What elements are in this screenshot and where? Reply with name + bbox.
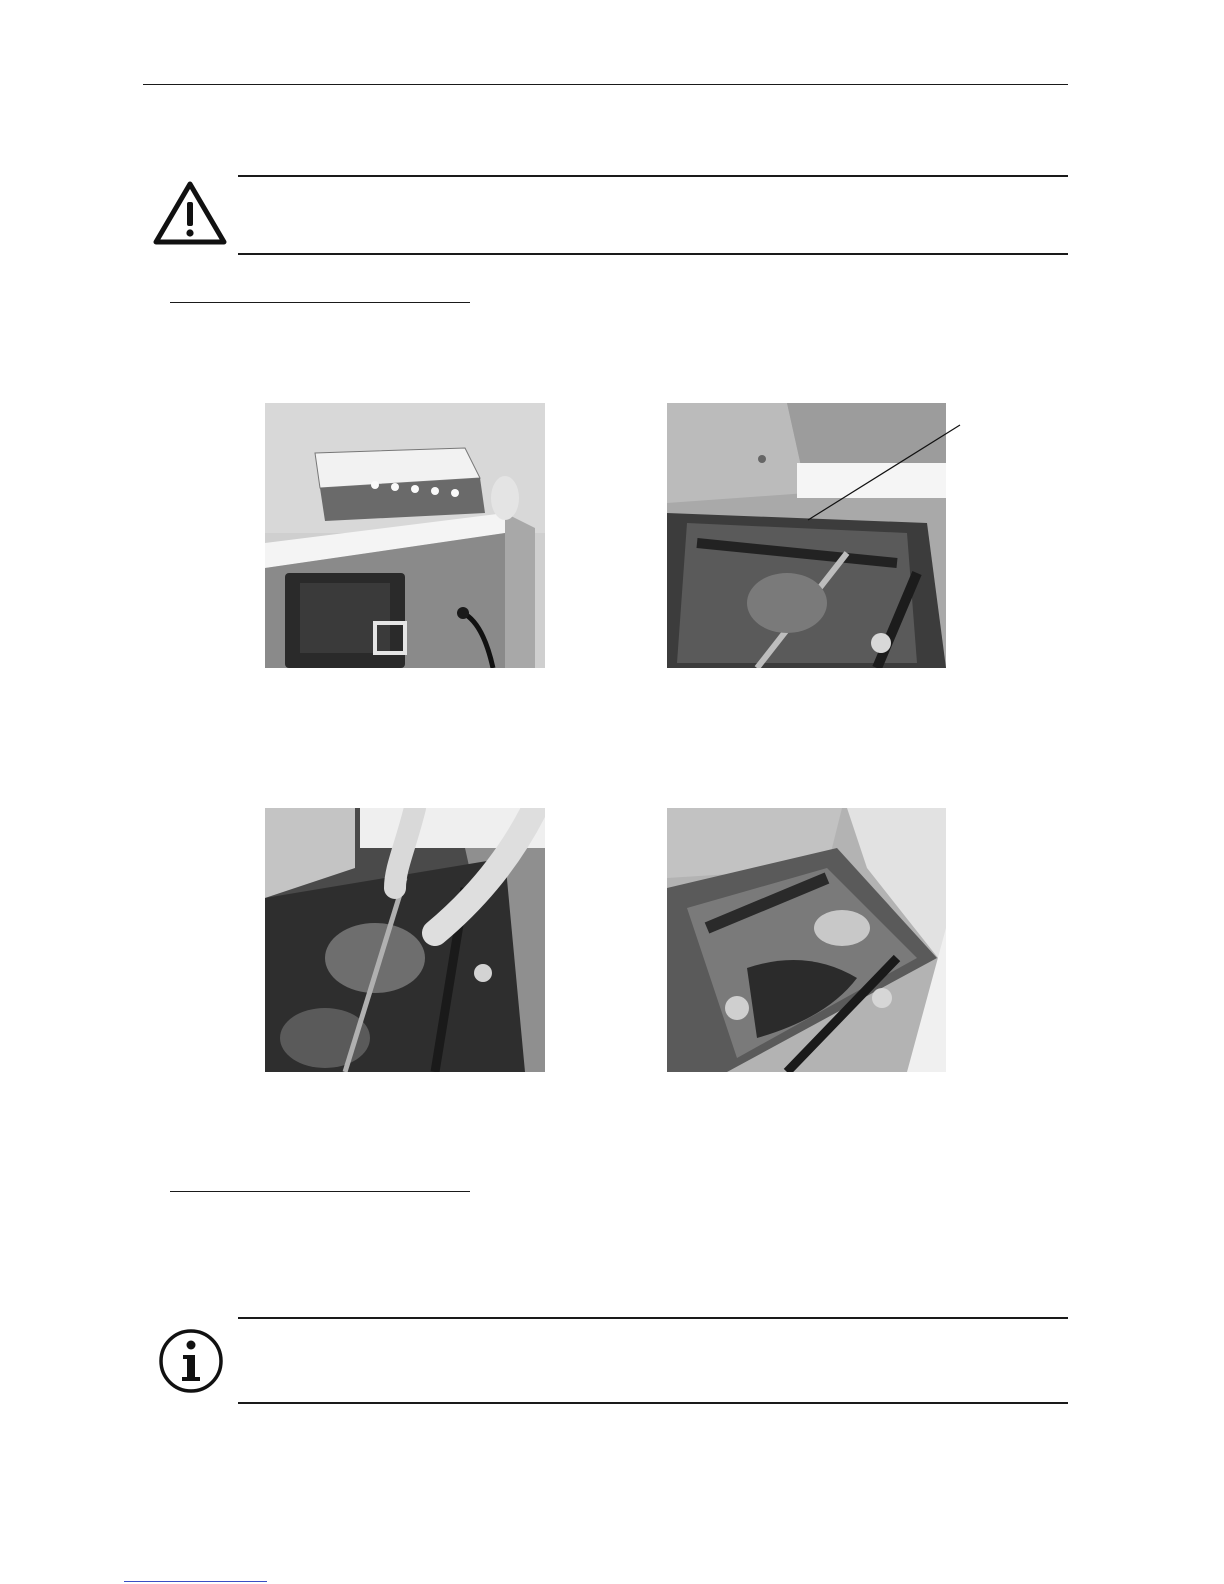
- info-icon: [158, 1328, 224, 1394]
- footer-link[interactable]: [124, 1581, 267, 1582]
- photo-hands-removing-part: [265, 808, 545, 1072]
- callout-leader-line: [790, 420, 970, 530]
- info-bottom-rule: [238, 1402, 1068, 1404]
- info-top-rule: [238, 1317, 1068, 1319]
- warning-bottom-rule: [238, 253, 1068, 255]
- photo-lift-lid: [265, 403, 545, 668]
- header-rule: [143, 84, 1068, 85]
- warning-triangle-icon: [152, 180, 228, 246]
- photo-flue-removed: [667, 808, 946, 1072]
- section-2-underline: [170, 1191, 470, 1192]
- section-1-underline: [170, 302, 470, 303]
- warning-top-rule: [238, 175, 1068, 177]
